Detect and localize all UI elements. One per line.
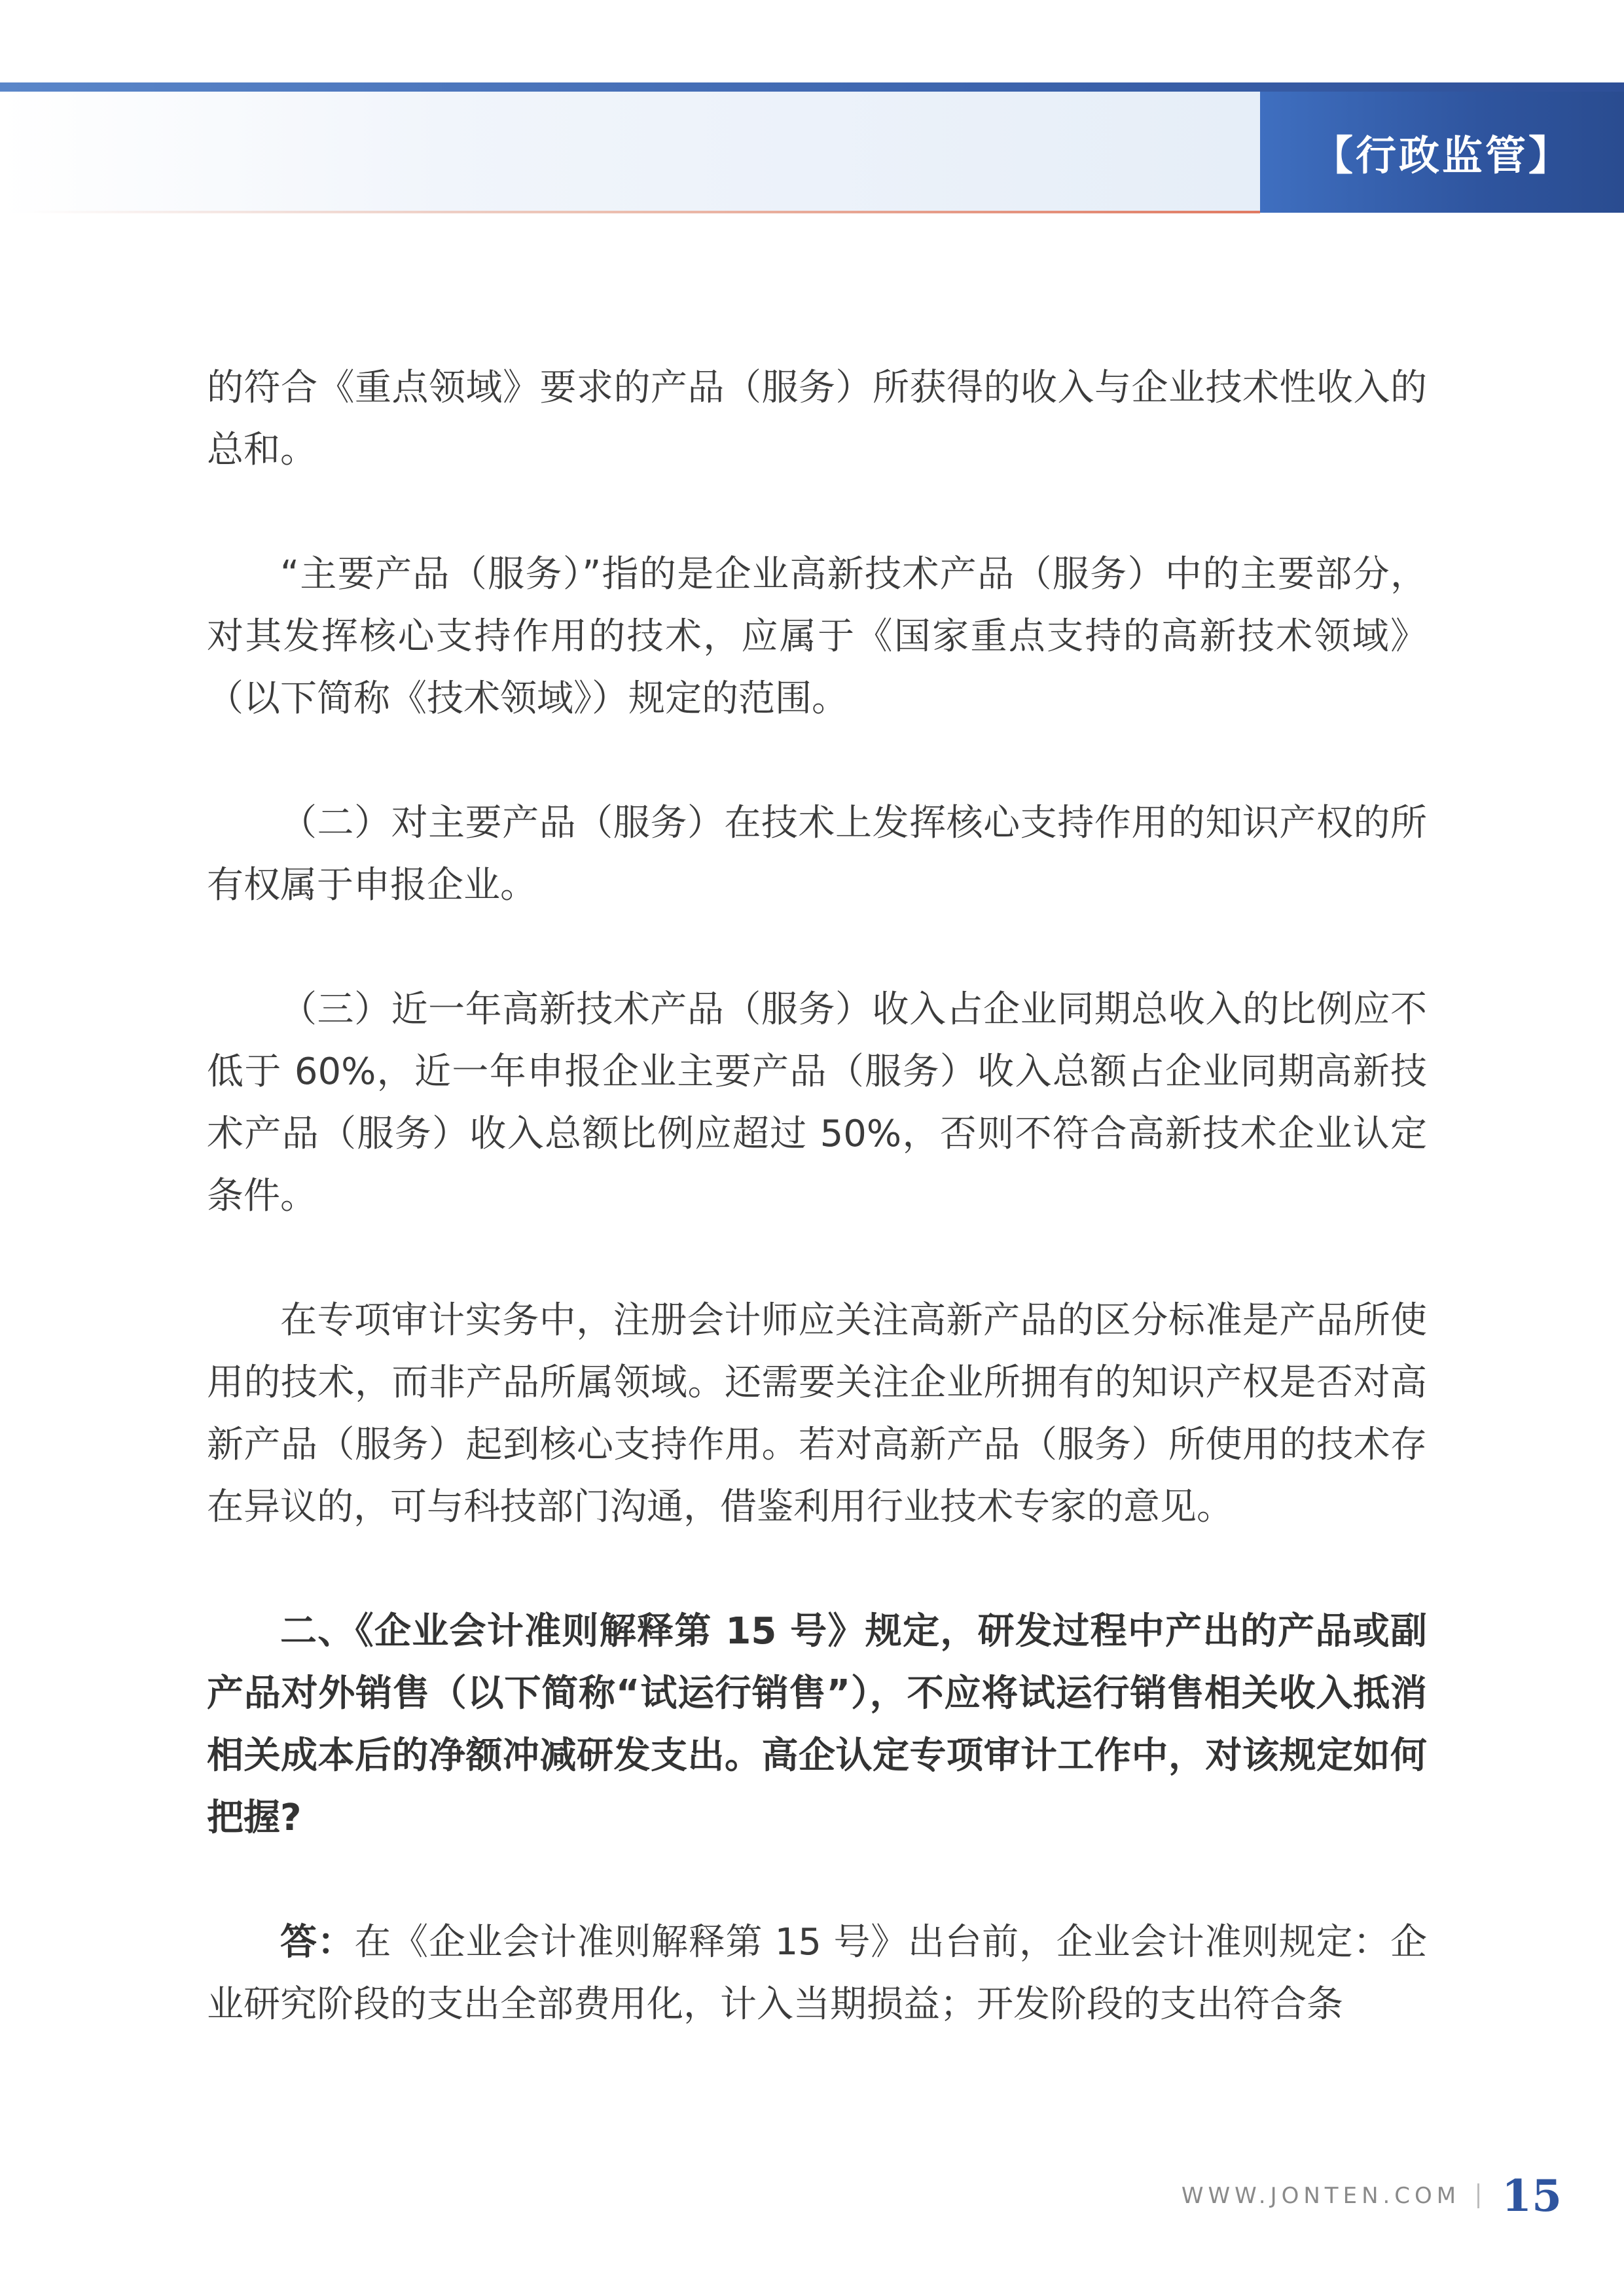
- paragraph-condition-two: （二）对主要产品（服务）在技术上发挥核心支持作用的知识产权的所有权属于申报企业。: [207, 802, 1427, 906]
- header-top-rule: [0, 82, 1624, 92]
- answer-text: 在《企业会计准则解释第 15 号》出台前，企业会计准则规定：企业研究阶段的支出全部费用化，计入当期损益；开发阶段的支出符合条: [207, 1921, 1428, 2026]
- question-heading: 二、《企业会计准则解释第 15 号》规定，研发过程中产出的产品或副产品对外销售（以下简称“试运行销售”），不应将试运行销售相关收入抵消相关成本后的净额冲减研发支出。高企认定专项审计工作中，对该规定如何把握?: [207, 1610, 1427, 1839]
- paragraph-continuation: 的符合《重点领域》要求的产品（服务）所获得的收入与企业技术性收入的总和。: [207, 367, 1427, 471]
- footer-divider: [1477, 2183, 1479, 2208]
- section-tag: [1260, 92, 1624, 213]
- section-tag-label: 【行政监管】: [1312, 132, 1572, 179]
- article-body: [207, 357, 1427, 2098]
- page-footer: [1182, 2166, 1562, 2225]
- site-url: WWW.JONTEN.COM: [1181, 2183, 1461, 2209]
- page-number: 15: [1502, 2170, 1562, 2221]
- header-band: [0, 92, 1260, 213]
- header-underline: [26, 211, 1260, 213]
- paragraph-audit-practice: 在专项审计实务中，注册会计师应关注高新产品的区分标准是产品所使用的技术，而非产品所属领域。还需要关注企业所拥有的知识产权是否对高新产品（服务）起到核心支持作用。若对高新产品（服务）所使用的技术存在异议的，可与科技部门沟通，借鉴利用行业技术专家的意见。: [207, 1299, 1427, 1528]
- paragraph-condition-three: （三）近一年高新技术产品（服务）收入占企业同期总收入的比例应不低于 60%，近一年申报企业主要产品（服务）收入总额占企业同期高新技术产品（服务）收入总额比例应超过 50%，否则不符合高新技术企业认定条件。: [207, 988, 1427, 1217]
- paragraph-main-product-definition: “主要产品（服务）”指的是企业高新技术产品（服务）中的主要部分，对其发挥核心支持作用的技术，应属于《国家重点支持的高新技术领域》（以下简称《技术领域》）规定的范围。: [207, 553, 1427, 720]
- answer-label: 答：: [280, 1921, 355, 1964]
- answer-paragraph: [207, 1911, 1427, 2036]
